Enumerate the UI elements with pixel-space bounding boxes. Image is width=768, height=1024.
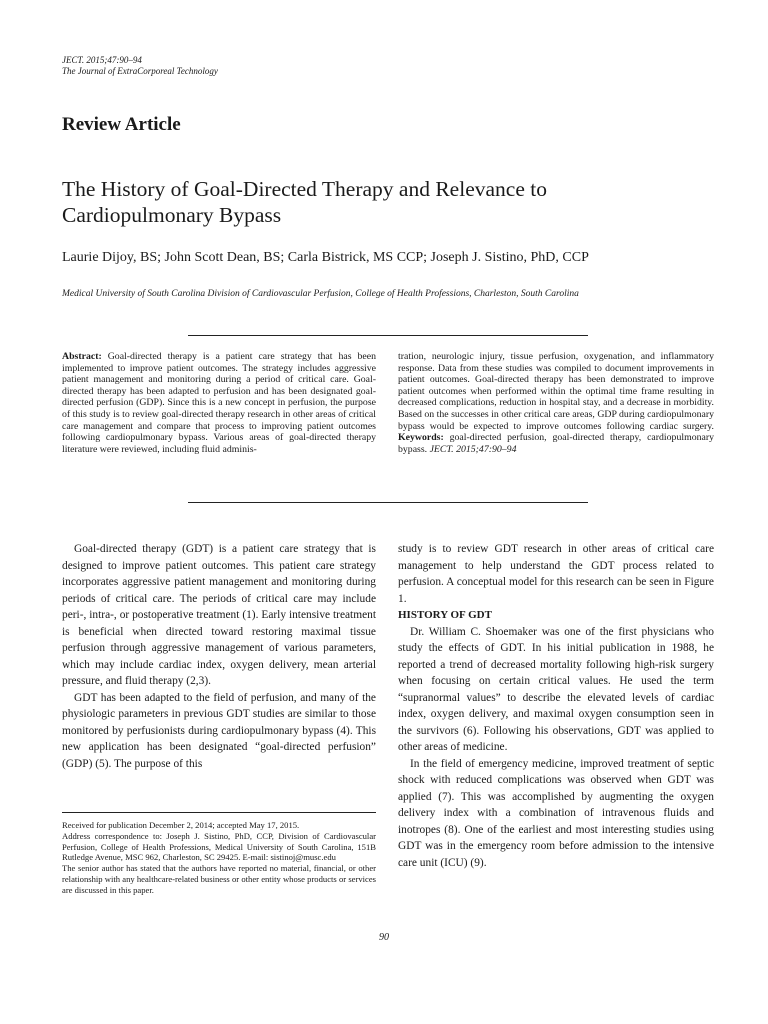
body-paragraph: Dr. William C. Shoemaker was one of the first physicians who study the effects of GDT. In his initial publication in 1988, he reported a trend of decreased mortality following high-risk surgery when focusing on certain critical values. He used the term “supranormal values” to describe the elevated levels of cardiac index, oxygen delivery, and maximal oxygen consumption seen in the survivors (6). Following his observations, GDT was applied to other areas of medicine. xyxy=(398,625,714,753)
journal-citation: JECT. 2015;47:90–94 xyxy=(62,55,142,65)
page-number: 90 xyxy=(379,932,389,943)
body-paragraph: Goal-directed therapy (GDT) is a patient care strategy that is designed to improve patient outcomes. This patient care strategy incorporates aggressive patient management and monitoring during periods of critical care. The periods of critical care may include peri-, intra-, or postoperative treatment (1). Early intensive treatment is beneficial when directed toward restoring maximal tissue perfusion through aggressive management of various parameters, which may include cardiac index, oxygen delivery, mean arterial pressure, and fluid therapy (2,3). xyxy=(62,543,376,687)
body-right-column xyxy=(398,541,714,871)
keywords-text: goal-directed perfusion, goal-directed therapy, cardiopulmonary bypass. xyxy=(398,432,714,455)
section-type: Review Article xyxy=(62,114,181,135)
abstract-label: Abstract: xyxy=(62,351,102,362)
article-title: The History of Goal-Directed Therapy and Relevance to Cardiopulmonary Bypass xyxy=(62,177,547,227)
affiliation: Medical University of South Carolina Division of Cardiovascular Perfusion, College of Health Professions, Charleston, South Carolina xyxy=(62,289,579,299)
abstract-left-column xyxy=(62,351,376,455)
abstract-bottom-rule xyxy=(188,502,588,503)
footnote-received: Received for publication December 2, 2014; accepted May 17, 2015. xyxy=(62,820,300,830)
body-paragraph: In the field of emergency medicine, improved treatment of septic shock with reduced complications was observed when GDT was applied (7). This was accomplished by augmenting the oxygen delivery index with a combination of intravenous fluids and inotropes (8). One of the earliest and most interesting studies using GDT was in the emergency room before admission to the intensive care unit (ICU) (9). xyxy=(398,757,714,869)
author-list: Laurie Dijoy, BS; John Scott Dean, BS; Carla Bistrick, MS CCP; Joseph J. Sistino, PhD, CCP xyxy=(62,250,589,265)
body-paragraph: GDT has been adapted to the field of perfusion, and many of the physiologic parameters in previous GDT studies are similar to those monitored by perfusionists during cardiopulmonary bypass (4). This new application has been designated “goal-directed perfusion” (GDP) (5). The purpose of this xyxy=(62,691,376,770)
body-left-column xyxy=(62,541,376,772)
journal-header xyxy=(62,55,218,77)
journal-name: The Journal of ExtraCorporeal Technology xyxy=(62,66,218,76)
abstract-left-text: Goal-directed therapy is a patient care strategy that has been implemented to improve patient outcomes. The strategy includes aggressive patient management and monitoring during a period of critical care. Goal-directed therapy has been adapted to perfusion and has been designated goal-directed perfusion (GDP). Since this is a new concept in perfusion, the purpose of this study is to review goal-directed therapy research in other areas of critical care management and compare that process to improving patient outcomes following cardiopulmonary bypass. Various areas of goal-directed therapy literature were reviewed, including fluid adminis- xyxy=(62,351,376,455)
keywords-label: Keywords: xyxy=(398,432,444,444)
abstract-top-rule xyxy=(188,335,588,336)
abstract-right-column xyxy=(398,351,714,455)
abstract-journal-ref: JECT. 2015;47:90–94 xyxy=(429,443,517,455)
footnote-rule xyxy=(62,812,376,813)
footnote xyxy=(62,820,376,896)
footnote-address: Address correspondence to: Joseph J. Sistino, PhD, CCP, Division of Cardiovascular Perfusion, College of Health Professions, Medical University of South Carolina, 151B Rutledge Avenue, MSC 962, Charleston, SC 29425. E-mail: sistinoj@musc.edu xyxy=(62,830,376,863)
section-heading: HISTORY OF GDT xyxy=(398,609,492,621)
footnote-disclosure: The senior author has stated that the authors have reported no material, financial, or other relationship with any healthcare-related business or other entity whose products or services are discussed in this paper. xyxy=(62,863,376,895)
abstract-right-text: tration, neurologic injury, tissue perfusion, oxygenation, and inflammatory response. Data from these studies was compiled to document improvements in patient outcomes. Goal-directed therapy has been demonstrated to improve patient outcomes when performed within the optimal time frame resulting in decreased complications, reduction in hospital stay, and a decrease in morbidity. Based on the successes in other critical care areas, GDP during cardiopulmonary bypass would be expected to improve outcomes following cardiac surgery. xyxy=(398,351,714,432)
body-paragraph: study is to review GDT research in other areas of critical care management to help understand the GDT process related to perfusion. A conceptual model for this research can be seen in Figure 1. xyxy=(398,543,714,605)
